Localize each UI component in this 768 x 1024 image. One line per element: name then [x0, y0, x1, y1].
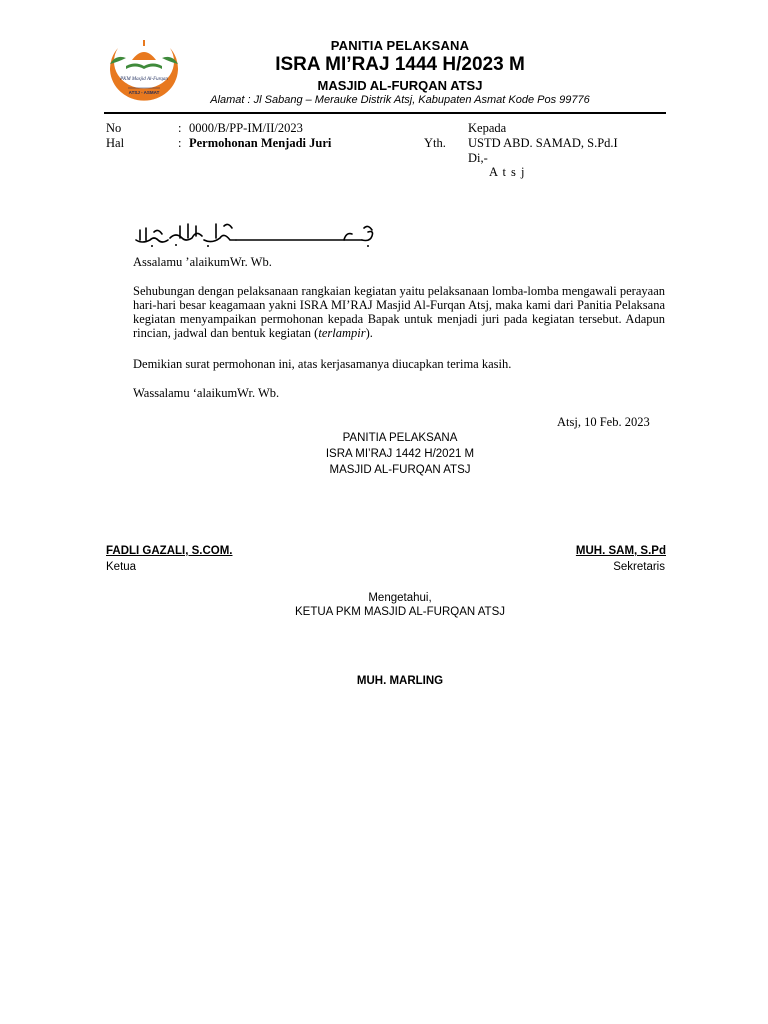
- letter-number-colon: :: [178, 121, 182, 135]
- recipient-name: USTD ABD. SAMAD, S.Pd.I: [468, 136, 618, 150]
- header-address: Alamat : Jl Sabang – Merauke Distrik Atsj, Kabupaten Asmat Kode Pos 99776: [210, 94, 590, 106]
- header-divider: [104, 112, 666, 114]
- body-paragraph: [133, 284, 665, 340]
- acknowledgement-name: MUH. MARLING: [356, 675, 444, 687]
- farewell: Wassalamu ‘alaikumWr. Wb.: [133, 386, 280, 400]
- header-org: PANITIA PELAKSANA: [330, 38, 470, 53]
- subject-value: Permohonan Menjadi Juri: [189, 136, 332, 150]
- recipient-kepada: Kepada: [468, 121, 507, 135]
- recipient-place: A t s j: [489, 165, 526, 179]
- recipient-di: Di,-: [468, 151, 488, 165]
- acknowledgement-line-2: KETUA PKM MASJID AL-FURQAN ATSJ: [294, 606, 506, 618]
- subject-label: Hal: [106, 136, 125, 150]
- signature-right-role: Sekretaris: [613, 561, 665, 573]
- letter-date: Atsj, 10 Feb. 2023: [557, 415, 650, 429]
- recipient-yth: Yth.: [424, 136, 446, 150]
- organization-logo: [104, 36, 184, 106]
- subject-colon: :: [178, 136, 182, 150]
- body-paragraph-text: Sehubungan dengan pelaksanaan rangkaian kegiatan yaitu pelaksanaan lomba-lomba mengawali perayaan hari-hari besar keagamaan yakni ISRA MI’RAJ Masjid Al-Furqan Atsj, maka kami dari Panitia Pelaksana kegiatan menyampaikan permohonan kepada Bapak untuk menjadi juri pada kegiatan tersebut. Adapun rincian, jadwal dan bentuk kegiatan (: [133, 284, 665, 340]
- committee-line-1: PANITIA PELAKSANA: [342, 432, 458, 444]
- acknowledgement-line-1: Mengetahui,: [368, 592, 432, 604]
- signature-right-name: MUH. SAM, S.Pd: [575, 545, 666, 557]
- signature-left-name: FADLI GAZALI, S.COM.: [106, 545, 233, 557]
- header-venue: MASJID AL-FURQAN ATSJ: [317, 78, 483, 93]
- logo-bottom-text: ATSJ - ASMAT: [128, 90, 160, 95]
- body-paragraph-emph: terlampir: [318, 326, 366, 340]
- basmalah-calligraphy: [132, 218, 378, 250]
- letter-number-label: No: [106, 121, 122, 135]
- body-paragraph-end: ).: [365, 326, 373, 340]
- committee-line-3: MASJID AL-FURQAN ATSJ: [329, 464, 471, 476]
- logo-top-text: PKM Masjid Al-Furqan: [120, 77, 168, 82]
- committee-line-2: ISRA MI’RAJ 1442 H/2021 M: [325, 448, 475, 460]
- greeting: Assalamu ’alaikumWr. Wb.: [133, 255, 272, 269]
- closing-sentence: Demikian surat permohonan ini, atas kerjasamanya diucapkan terima kasih.: [133, 357, 512, 371]
- letter-number-value: 0000/B/PP-IM/II/2023: [189, 121, 303, 135]
- signature-left-role: Ketua: [106, 561, 137, 573]
- header-event: ISRA MI’RAJ 1444 H/2023 M: [275, 54, 525, 75]
